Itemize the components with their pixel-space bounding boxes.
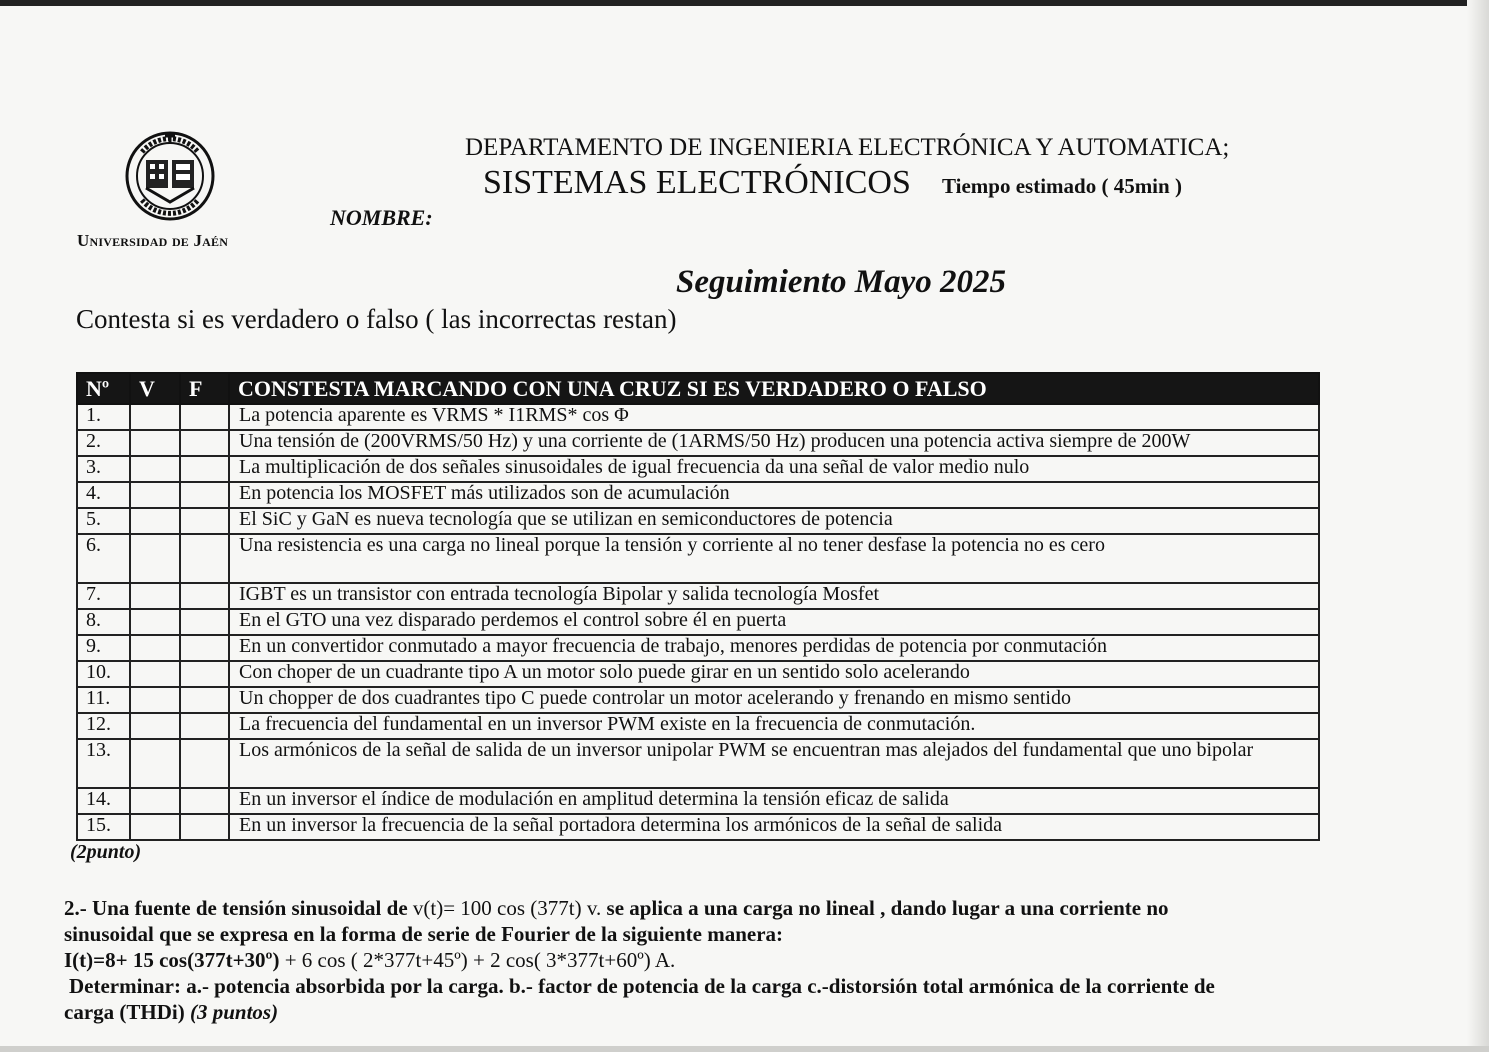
- name-label: NOMBRE:: [330, 205, 433, 230]
- q2-intro: 2.- Una fuente de tensión sinusoidal de: [64, 896, 413, 920]
- question-text: Una tensión de (200VRMS/50 Hz) y una corriente de (1ARMS/50 Hz) producen una potencia activa siempre de 200W: [229, 430, 1319, 456]
- header-question: CONSTESTA MARCANDO CON UNA CRUZ SI ES VERDADERO O FALSO: [229, 373, 1319, 404]
- table-row: [77, 404, 1319, 430]
- table-row: [77, 788, 1319, 814]
- q2-current-rest: + 6 cos ( 2*377t+45º) + 2 cos( 3*377t+60º) A.: [279, 948, 676, 972]
- false-checkbox-cell[interactable]: [180, 687, 229, 713]
- time-estimate: Tiempo estimado ( 45min ): [942, 174, 1182, 198]
- question-text: En un inversor la frecuencia de la señal portadora determina los armónicos de la señal de salida: [229, 814, 1319, 840]
- true-checkbox-cell[interactable]: [130, 788, 180, 814]
- false-checkbox-cell[interactable]: [180, 583, 229, 609]
- q2-line1: [64, 895, 1364, 921]
- table-header-row: [77, 373, 1319, 404]
- row-number: 6.: [77, 534, 130, 583]
- question-text: La frecuencia del fundamental en un inversor PWM existe en la frecuencia de conmutación.: [229, 713, 1319, 739]
- true-checkbox-cell[interactable]: [130, 534, 180, 583]
- table-row: [77, 534, 1319, 583]
- row-number: 14.: [77, 788, 130, 814]
- row-number: 1.: [77, 404, 130, 430]
- header-false: F: [180, 373, 229, 404]
- true-checkbox-cell[interactable]: [130, 739, 180, 788]
- table-row: [77, 635, 1319, 661]
- true-checkbox-cell[interactable]: [130, 814, 180, 840]
- page-top-edge: [0, 0, 1489, 6]
- row-number: 5.: [77, 508, 130, 534]
- false-checkbox-cell[interactable]: [180, 661, 229, 687]
- row-number: 11.: [77, 687, 130, 713]
- question-text: Los armónicos de la señal de salida de un inversor unipolar PWM se encuentran mas alejados del fundamental que uno bipolar: [229, 739, 1319, 788]
- false-checkbox-cell[interactable]: [180, 609, 229, 635]
- row-number: 9.: [77, 635, 130, 661]
- true-checkbox-cell[interactable]: [130, 687, 180, 713]
- q2-determine-end: [64, 999, 1364, 1025]
- table-row: [77, 482, 1319, 508]
- university-name: Universidad de Jaén: [77, 231, 229, 250]
- question-text: IGBT es un transistor con entrada tecnología Bipolar y salida tecnología Mosfet: [229, 583, 1319, 609]
- table-row: [77, 661, 1319, 687]
- true-checkbox-cell[interactable]: [130, 482, 180, 508]
- false-checkbox-cell[interactable]: [180, 713, 229, 739]
- exam-title: Seguimiento Mayo 2025: [676, 264, 1007, 300]
- page-bottom-edge: [0, 1046, 1489, 1052]
- question-text: Un chopper de dos cuadrantes tipo C puede controlar un motor acelerando y frenando en mismo sentido: [229, 687, 1319, 713]
- true-checkbox-cell[interactable]: [130, 713, 180, 739]
- header-true: V: [130, 373, 180, 404]
- table-row: [77, 508, 1319, 534]
- q2-points: (3 puntos): [189, 1000, 279, 1024]
- course-title: SISTEMAS ELECTRÓNICOS: [483, 164, 911, 201]
- true-checkbox-cell[interactable]: [130, 609, 180, 635]
- question-text: En el GTO una vez disparado perdemos el control sobre él en puerta: [229, 609, 1319, 635]
- table-row: [77, 456, 1319, 482]
- q2-line2: sinusoidal que se expresa en la forma de serie de Fourier de la siguiente manera:: [64, 922, 784, 946]
- q2-intro-rest: se aplica a una carga no lineal , dando lugar a una corriente no: [601, 896, 1169, 920]
- q2-current-bold: I(t)=8+ 15 cos(377t+30º): [64, 948, 280, 972]
- false-checkbox-cell[interactable]: [180, 814, 229, 840]
- true-checkbox-cell[interactable]: [130, 661, 180, 687]
- false-checkbox-cell[interactable]: [180, 482, 229, 508]
- question-text: El SiC y GaN es nueva tecnología que se utilizan en semiconductores de potencia: [229, 508, 1319, 534]
- false-checkbox-cell[interactable]: [180, 534, 229, 583]
- row-number: 15.: [77, 814, 130, 840]
- table-row: [77, 713, 1319, 739]
- false-checkbox-cell[interactable]: [180, 508, 229, 534]
- question-2: [64, 895, 1364, 1025]
- row-number: 2.: [77, 430, 130, 456]
- row-number: 8.: [77, 609, 130, 635]
- q2-current: [64, 947, 1364, 973]
- instructions: Contesta si es verdadero o falso ( las incorrectas restan): [76, 304, 677, 334]
- row-number: 4.: [77, 482, 130, 508]
- question-text: En un convertidor conmutado a mayor frecuencia de trabajo, menores perdidas de potencia por conmutación: [229, 635, 1319, 661]
- row-number: 3.: [77, 456, 130, 482]
- row-number: 7.: [77, 583, 130, 609]
- page-right-shadow: [1467, 0, 1489, 1052]
- question-text: La multiplicación de dos señales sinusoidales de igual frecuencia da una señal de valor medio nulo: [229, 456, 1319, 482]
- table-row: [77, 739, 1319, 788]
- row-number: 10.: [77, 661, 130, 687]
- q2-voltage: v(t)= 100 cos (377t) v.: [412, 896, 602, 920]
- false-checkbox-cell[interactable]: [180, 456, 229, 482]
- table-row: [77, 609, 1319, 635]
- table-row: [77, 583, 1319, 609]
- true-checkbox-cell[interactable]: [130, 508, 180, 534]
- true-checkbox-cell[interactable]: [130, 456, 180, 482]
- false-checkbox-cell[interactable]: [180, 739, 229, 788]
- true-false-table: [76, 372, 1320, 841]
- true-checkbox-cell[interactable]: [130, 430, 180, 456]
- question-text: En potencia los MOSFET más utilizados son de acumulación: [229, 482, 1319, 508]
- table-row: [77, 430, 1319, 456]
- university-seal-logo: [124, 130, 216, 222]
- section1-points: (2punto): [70, 841, 142, 863]
- question-text: Con choper de un cuadrante tipo A un motor solo puede girar en un sentido solo acelerando: [229, 661, 1319, 687]
- question-text: Una resistencia es una carga no lineal porque la tensión y corriente al no tener desfase la potencia no es cero: [229, 534, 1319, 583]
- q2-thdi: carga (THDi): [64, 1000, 185, 1024]
- true-checkbox-cell[interactable]: [130, 635, 180, 661]
- true-checkbox-cell[interactable]: [130, 404, 180, 430]
- q2-determine: Determinar: a.- potencia absorbida por la carga. b.- factor de potencia de la carga c.-distorsión total armónica de la corriente de: [69, 974, 1215, 998]
- header-number: Nº: [77, 373, 130, 404]
- question-text: En un inversor el índice de modulación en amplitud determina la tensión eficaz de salida: [229, 788, 1319, 814]
- table-body: [77, 404, 1319, 840]
- false-checkbox-cell[interactable]: [180, 635, 229, 661]
- true-checkbox-cell[interactable]: [130, 583, 180, 609]
- row-number: 13.: [77, 739, 130, 788]
- table-row: [77, 814, 1319, 840]
- row-number: 12.: [77, 713, 130, 739]
- question-text: La potencia aparente es VRMS * I1RMS* cos Φ: [229, 404, 1319, 430]
- table-row: [77, 687, 1319, 713]
- false-checkbox-cell[interactable]: [180, 430, 229, 456]
- department-title: DEPARTAMENTO DE INGENIERIA ELECTRÓNICA Y AUTOMATICA;: [465, 134, 1230, 161]
- false-checkbox-cell[interactable]: [180, 788, 229, 814]
- false-checkbox-cell[interactable]: [180, 404, 229, 430]
